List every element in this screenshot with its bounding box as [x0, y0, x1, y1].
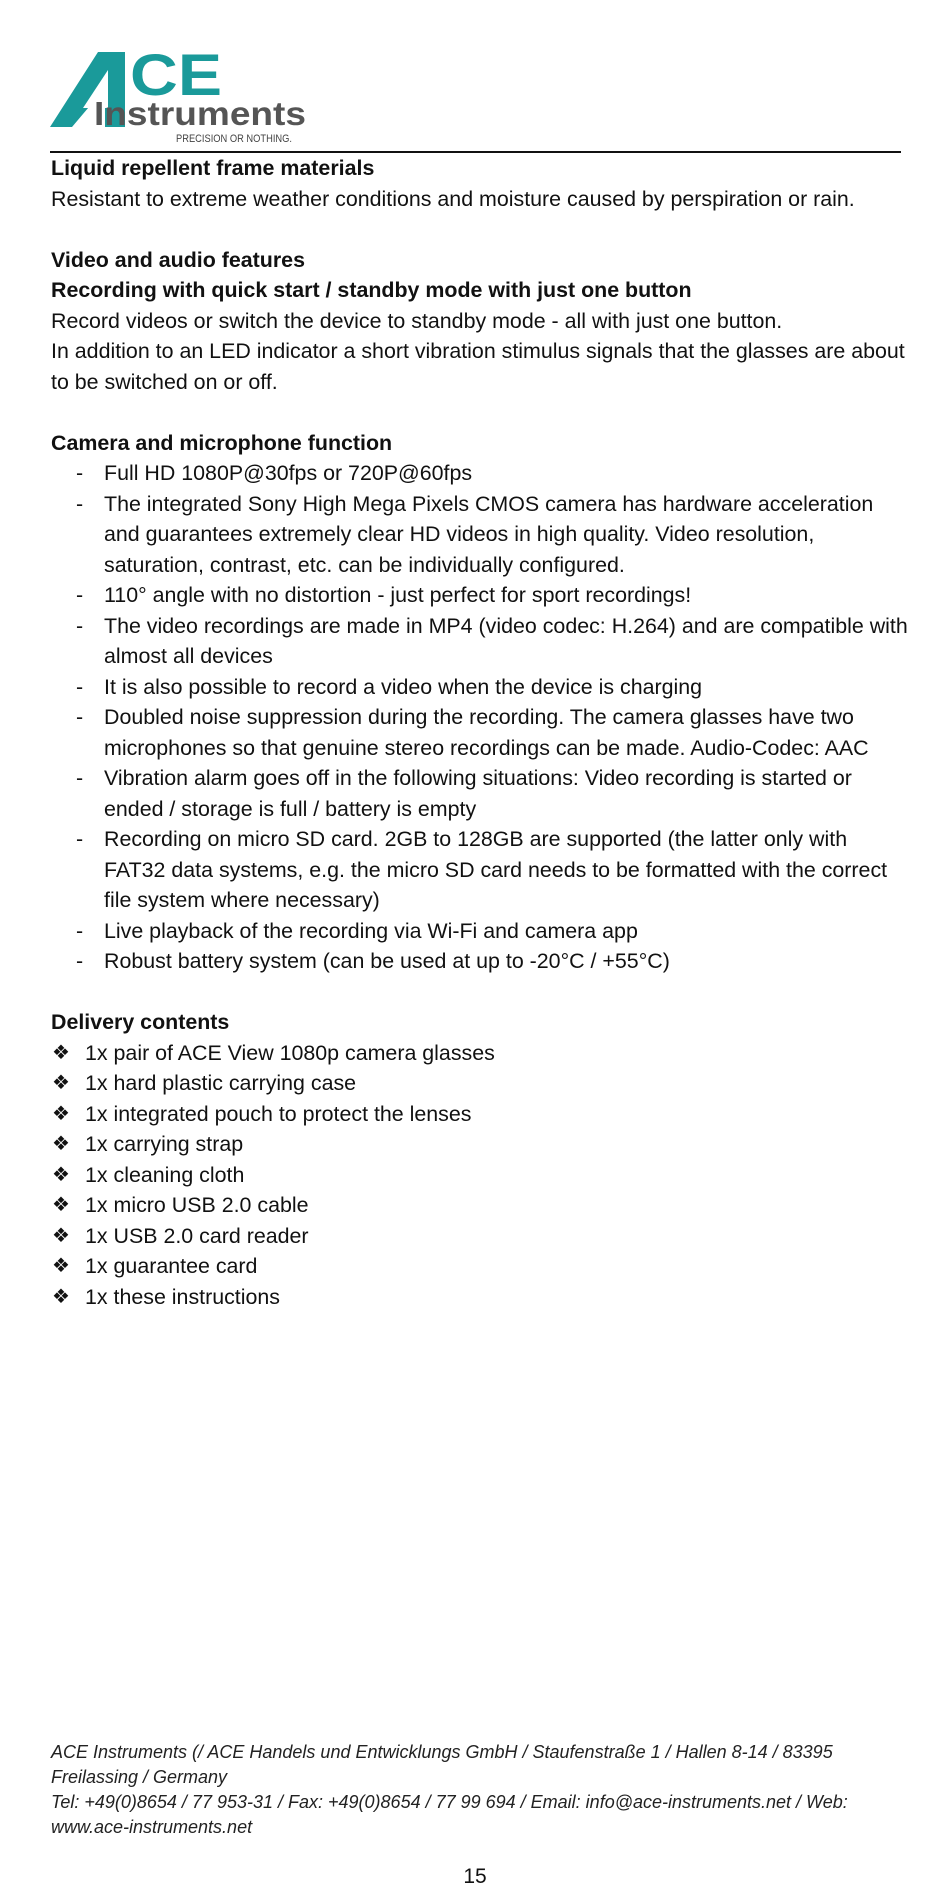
diamond-bullet-icon: ❖: [52, 1102, 70, 1125]
logo-instruments-text: Instruments: [94, 95, 306, 132]
camera-feature-list: [51, 458, 909, 977]
camera-heading: Camera and microphone function: [51, 430, 393, 455]
list-item: - Doubled noise suppression during the recording. The camera glasses have two microphones so that genuine stereo recordings can be made. Audio-Codec: AAC: [51, 702, 909, 763]
list-item: ❖ 1x micro USB 2.0 cable: [51, 1190, 909, 1221]
page-number: 15: [463, 1865, 487, 1888]
list-item: ❖ 1x integrated pouch to protect the lenses: [51, 1099, 909, 1130]
footer-address: ACE Instruments (/ ACE Handels und Entwicklungs GmbH / Staufenstraße 1 / Hallen 8-14 / 83395 Freilassing / Germany: [51, 1742, 833, 1787]
diamond-bullet-icon: ❖: [52, 1072, 70, 1094]
logo-tagline-text: PRECISION OR NOTHING.: [176, 133, 292, 145]
list-item: - Vibration alarm goes off in the following situations: Video recording is started or ended / storage is full / battery is empty: [51, 763, 909, 824]
list-item: ❖ 1x pair of ACE View 1080p camera glasses: [51, 1038, 909, 1069]
footer-contact-details: Tel: +49(0)8654 / 77 953-31 / Fax: +49(0)8654 / 77 99 694 / Email: info@ace-instruments.net / Web: www.ace-instruments.net: [51, 1792, 848, 1837]
list-item: ❖ 1x hard plastic carrying case: [51, 1068, 909, 1099]
delivery-list: [51, 1038, 909, 1313]
footer-contact: [51, 1740, 909, 1840]
recording-subheading: Recording with quick start / standby mode with just one button: [51, 278, 692, 302]
document-body: [51, 153, 909, 1312]
diamond-bullet-icon: ❖: [52, 1194, 70, 1216]
list-item: - Robust battery system (can be used at up to -20°C / +55°C): [51, 946, 909, 977]
video-audio-heading: Video and audio features: [51, 247, 305, 272]
list-item: - Recording on micro SD card. 2GB to 128GB are supported (the latter only with FAT32 data systems, e.g. the micro SD card needs to be formatted with the correct file system where necessary): [51, 824, 909, 916]
list-item: - It is also possible to record a video when the device is charging: [51, 672, 909, 703]
diamond-bullet-icon: ❖: [52, 1255, 70, 1277]
diamond-bullet-icon: ❖: [52, 1041, 70, 1064]
frame-text: Resistant to extreme weather conditions and moisture caused by perspiration or rain.: [51, 186, 855, 211]
list-item: - 110° angle with no distortion - just perfect for sport recordings!: [51, 580, 909, 611]
recording-text-2: In addition to an LED indicator a short vibration stimulus signals that the glasses are about to be switched on or off.: [51, 339, 905, 394]
list-item: ❖ 1x carrying strap: [51, 1129, 909, 1160]
list-item: - Live playback of the recording via Wi-Fi and camera app: [51, 916, 909, 947]
list-item: ❖ 1x USB 2.0 card reader: [51, 1221, 909, 1252]
diamond-bullet-icon: ❖: [52, 1224, 70, 1247]
list-item: - The video recordings are made in MP4 (video codec: H.264) and are compatible with almost all devices: [51, 611, 909, 672]
diamond-bullet-icon: ❖: [52, 1285, 70, 1308]
list-item: ❖ 1x cleaning cloth: [51, 1160, 909, 1191]
diamond-bullet-icon: ❖: [52, 1163, 70, 1186]
ace-instruments-logo: [50, 50, 310, 145]
frame-heading: Liquid repellent frame materials: [51, 156, 375, 180]
logo-ce-text: CE: [130, 50, 222, 108]
recording-text-1: Record videos or switch the device to standby mode - all with just one button.: [51, 308, 783, 333]
list-item: ❖ 1x these instructions: [51, 1282, 909, 1313]
list-item: ❖ 1x guarantee card: [51, 1251, 909, 1282]
list-item: - Full HD 1080P@30fps or 720P@60fps: [51, 458, 909, 489]
delivery-heading: Delivery contents: [51, 1010, 230, 1034]
diamond-bullet-icon: ❖: [52, 1133, 70, 1155]
list-item: - The integrated Sony High Mega Pixels CMOS camera has hardware acceleration and guarantees extremely clear HD videos in high quality. Video resolution, saturation, contrast, etc. can be individually configured.: [51, 489, 909, 581]
